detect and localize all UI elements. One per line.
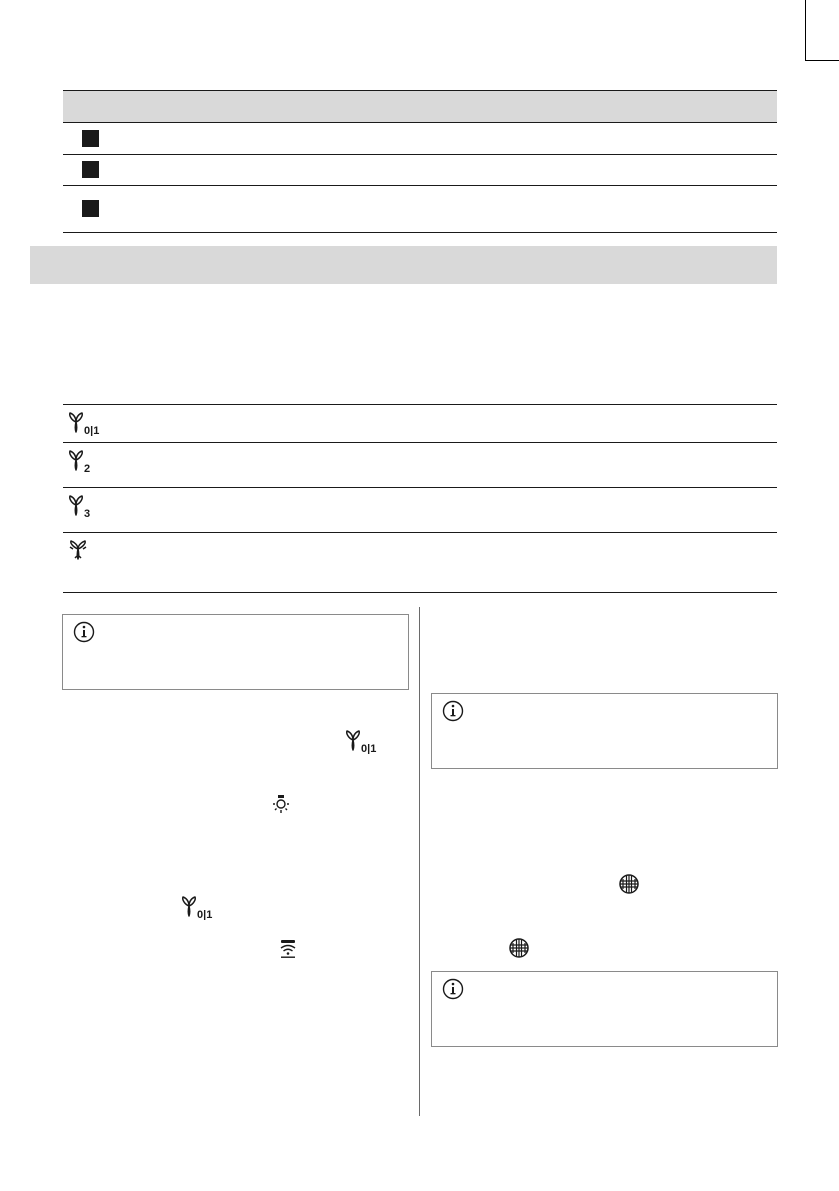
section-heading-bar: [30, 246, 777, 284]
table-row: [63, 533, 777, 593]
fan-speed-1-icon: [67, 410, 107, 436]
info-note-box: [431, 971, 778, 1047]
marker-square-icon: [82, 130, 99, 147]
svg-text:3: 3: [84, 508, 91, 519]
info-icon: [73, 621, 95, 643]
table-row: [63, 405, 777, 443]
remote-signal-icon: [277, 938, 299, 960]
table-header: [63, 90, 777, 123]
fan-boost-icon: [67, 538, 107, 564]
marker-square-icon: [82, 161, 99, 178]
table-row: [63, 155, 777, 186]
top-table: [63, 90, 777, 233]
marker-square-icon: [82, 200, 99, 217]
crop-mark: [805, 60, 839, 61]
column-divider: [419, 607, 420, 1116]
info-icon: [442, 978, 464, 1000]
light-icon: [270, 794, 292, 816]
info-icon: [442, 700, 464, 722]
table-row: [63, 488, 777, 533]
fan-speed-1-icon: [344, 728, 384, 754]
svg-text:2: 2: [84, 463, 91, 474]
fan-control-table: [63, 404, 777, 593]
grid-globe-icon: [508, 937, 530, 959]
svg-text:0|1: 0|1: [84, 425, 100, 436]
info-note-box: [431, 693, 778, 769]
crop-mark: [805, 0, 806, 61]
svg-text:0|1: 0|1: [197, 909, 213, 920]
grid-globe-icon: [618, 873, 640, 895]
fan-speed-3-icon: [67, 493, 107, 519]
svg-text:0|1: 0|1: [361, 743, 377, 754]
table-row: [63, 123, 777, 155]
fan-speed-2-icon: [67, 448, 107, 474]
table-row: [63, 443, 777, 488]
info-note-box: [62, 614, 409, 690]
table-row: [63, 186, 777, 233]
fan-speed-1-icon: [180, 894, 220, 920]
